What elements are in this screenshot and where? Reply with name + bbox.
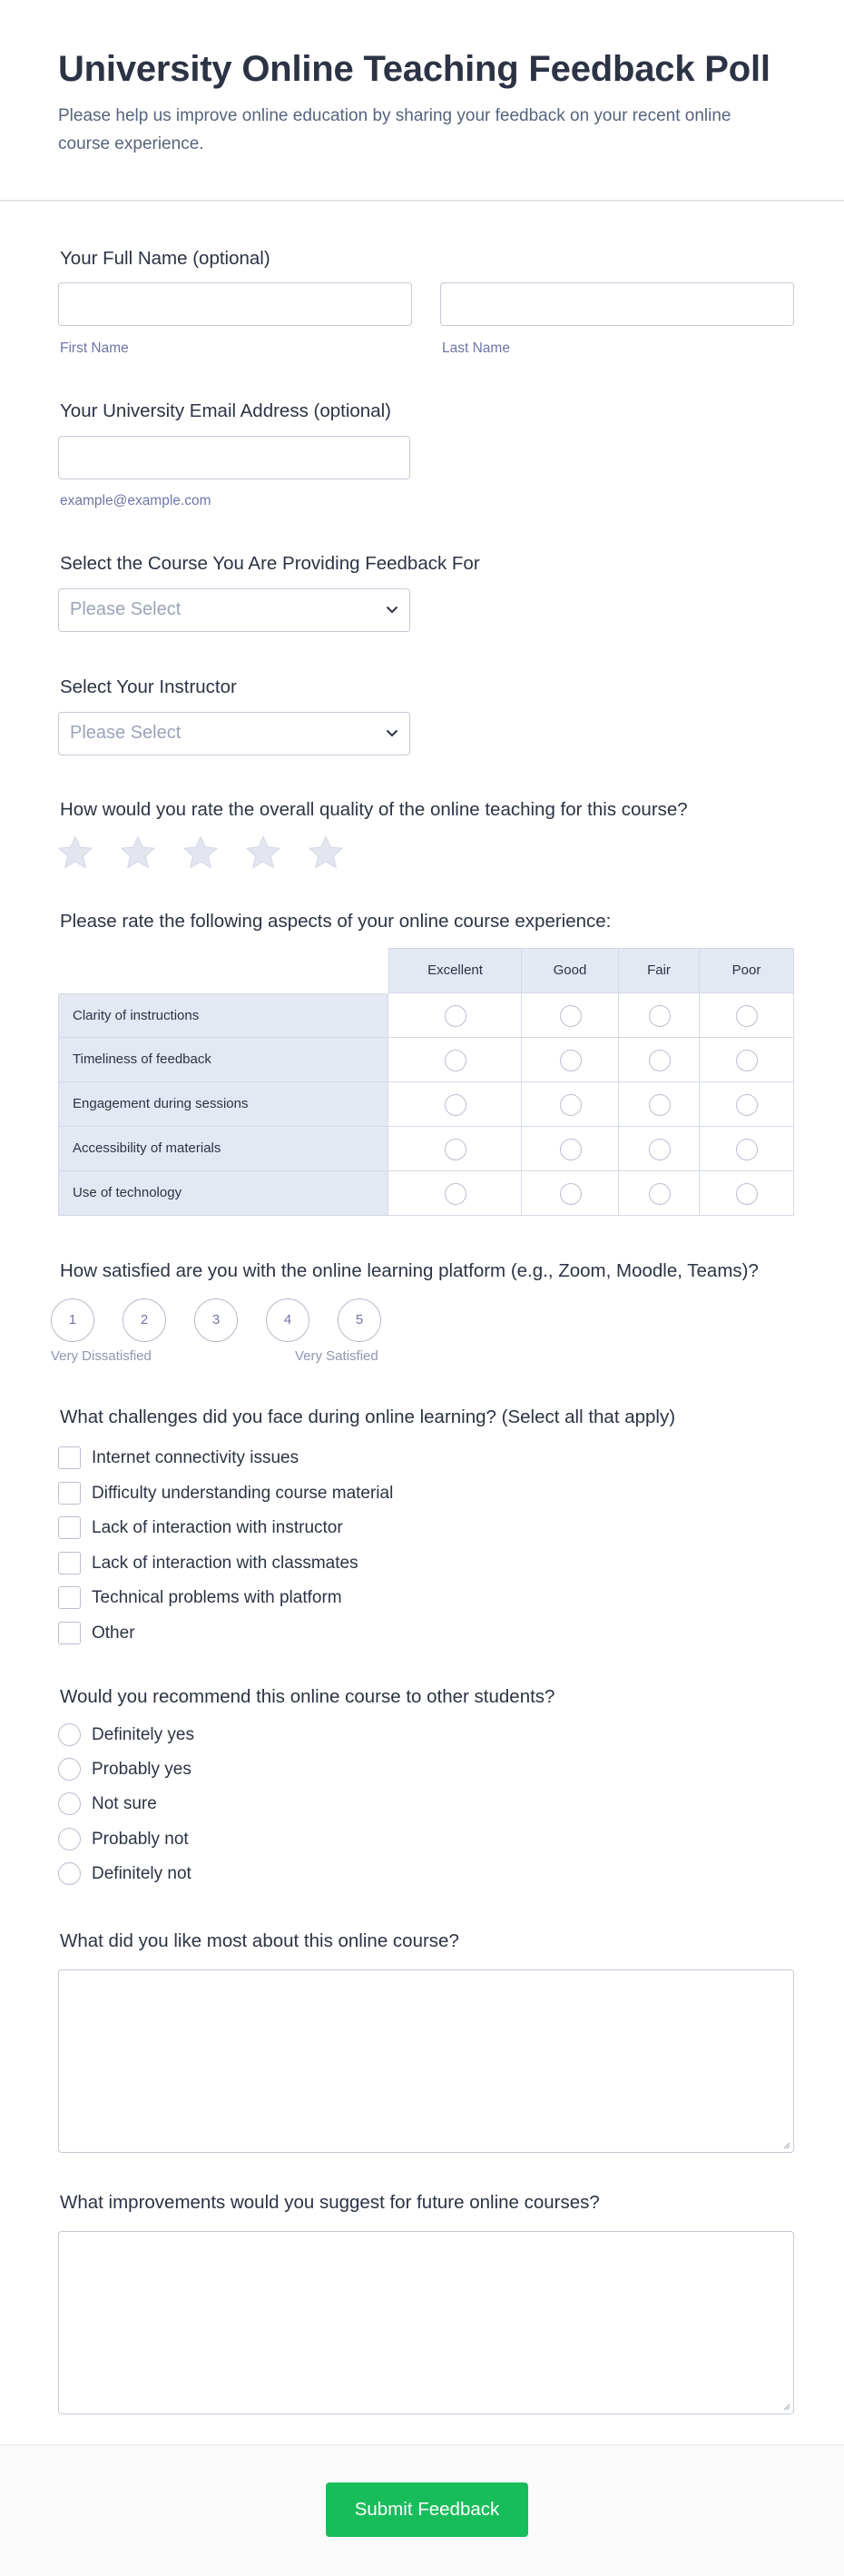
resize-grip-icon[interactable] <box>781 2402 790 2411</box>
matrix-cell <box>619 993 700 1038</box>
instructor-select-label: Select Your Instructor <box>60 676 237 697</box>
matrix-radio[interactable] <box>649 1094 671 1116</box>
first-name-input[interactable] <box>58 282 412 326</box>
last-name-input[interactable] <box>440 282 794 326</box>
matrix-cell <box>388 1171 522 1216</box>
matrix-row <box>58 1171 794 1216</box>
matrix-row-label: Timeliness of feedback <box>58 1038 388 1082</box>
challenge-option[interactable] <box>58 1585 512 1609</box>
star-icon[interactable] <box>244 834 282 872</box>
challenge-option[interactable] <box>58 1621 512 1644</box>
radio-button[interactable] <box>58 1723 81 1746</box>
matrix-radio[interactable] <box>649 1005 671 1027</box>
course-select[interactable] <box>58 588 410 632</box>
challenge-option[interactable] <box>58 1515 512 1539</box>
scale-option-1[interactable]: 1 <box>51 1298 94 1342</box>
radio-button[interactable] <box>58 1828 81 1851</box>
challenge-option-label: Technical problems with platform <box>92 1588 342 1607</box>
matrix-cell <box>700 1038 794 1082</box>
matrix-cell <box>700 1127 794 1171</box>
matrix-radio[interactable] <box>649 1139 671 1160</box>
email-label: Your University Email Address (optional) <box>60 400 391 421</box>
challenge-option[interactable] <box>58 1551 512 1574</box>
matrix-radio[interactable] <box>445 1183 466 1205</box>
full-name-label: Your Full Name (optional) <box>60 248 270 269</box>
recommend-option-label: Not sure <box>92 1794 157 1814</box>
last-name-sublabel: Last Name <box>442 341 510 356</box>
matrix-radio[interactable] <box>445 1139 466 1160</box>
rating-matrix <box>58 948 794 1220</box>
matrix-cell <box>619 1082 700 1127</box>
scale-option-5[interactable]: 5 <box>338 1298 381 1342</box>
challenge-option[interactable] <box>58 1446 512 1469</box>
challenge-option[interactable] <box>58 1481 512 1505</box>
matrix-cell <box>388 1038 522 1082</box>
matrix-radio[interactable] <box>736 1005 758 1027</box>
matrix-radio[interactable] <box>560 1094 582 1116</box>
matrix-column-header: Poor <box>700 948 794 993</box>
matrix-radio[interactable] <box>736 1139 758 1160</box>
matrix-row <box>58 1038 794 1082</box>
challenge-option-label: Lack of interaction with instructor <box>92 1518 343 1537</box>
recommend-option[interactable] <box>58 1757 330 1781</box>
recommend-option-label: Definitely yes <box>92 1725 194 1744</box>
satisfaction-scale <box>51 1298 396 1342</box>
matrix-row-label: Use of technology <box>58 1171 388 1216</box>
matrix-row <box>58 993 794 1038</box>
challenge-option-label: Other <box>92 1623 135 1643</box>
matrix-cell <box>388 993 522 1038</box>
matrix-radio[interactable] <box>736 1183 758 1205</box>
matrix-cell <box>619 1038 700 1082</box>
matrix-row-label: Engagement during sessions <box>58 1082 388 1127</box>
scale-option-2[interactable]: 2 <box>123 1298 166 1342</box>
radio-button[interactable] <box>58 1862 81 1885</box>
form-description: Please help us improve online education by sharing your feedback on your recent online course experience. <box>58 106 731 153</box>
matrix-radio[interactable] <box>560 1139 582 1160</box>
matrix-row <box>58 1082 794 1127</box>
checkbox[interactable] <box>58 1552 81 1574</box>
recommend-option[interactable] <box>58 1861 330 1885</box>
matrix-column-header: Excellent <box>388 948 522 993</box>
recommend-option-label: Probably not <box>92 1829 189 1849</box>
submit-feedback-button[interactable]: Submit Feedback <box>326 2482 528 2537</box>
matrix-radio[interactable] <box>560 1183 582 1205</box>
radio-button[interactable] <box>58 1758 81 1781</box>
chevron-down-icon <box>386 606 398 614</box>
checkbox[interactable] <box>58 1446 81 1469</box>
scale-option-3[interactable]: 3 <box>194 1298 238 1342</box>
recommend-label: Would you recommend this online course to other students? <box>60 1686 555 1707</box>
instructor-select[interactable] <box>58 712 410 755</box>
matrix-cell <box>522 1082 619 1127</box>
resize-grip-icon[interactable] <box>781 2140 790 2149</box>
matrix-cell <box>522 993 619 1038</box>
recommend-option[interactable] <box>58 1722 330 1746</box>
matrix-row-label: Accessibility of materials <box>58 1127 388 1171</box>
checkbox[interactable] <box>58 1516 81 1539</box>
matrix-row-label: Clarity of instructions <box>58 993 388 1038</box>
matrix-radio[interactable] <box>649 1183 671 1205</box>
matrix-cell <box>522 1171 619 1216</box>
recommend-option-label: Probably yes <box>92 1760 191 1780</box>
recommend-option[interactable] <box>58 1791 330 1815</box>
matrix-cell <box>700 993 794 1038</box>
matrix-cell <box>619 1171 700 1216</box>
matrix-label: Please rate the following aspects of your online course experience: <box>60 911 612 932</box>
scale-min-label: Very Dissatisfied <box>51 1348 152 1364</box>
star-icon[interactable] <box>119 834 157 872</box>
matrix-radio[interactable] <box>736 1094 758 1116</box>
matrix-radio[interactable] <box>649 1050 671 1071</box>
matrix-cell <box>700 1171 794 1216</box>
matrix-radio[interactable] <box>736 1050 758 1071</box>
checkbox[interactable] <box>58 1622 81 1644</box>
matrix-radio[interactable] <box>445 1050 466 1071</box>
star-icon[interactable] <box>307 834 345 872</box>
star-icon[interactable] <box>56 834 94 872</box>
challenge-option-label: Lack of interaction with classmates <box>92 1553 358 1573</box>
email-input[interactable] <box>58 436 410 479</box>
form-footer <box>0 2444 844 2576</box>
matrix-column-header: Good <box>522 948 619 993</box>
checkbox[interactable] <box>58 1482 81 1505</box>
matrix-cell <box>522 1038 619 1082</box>
challenge-option-label: Difficulty understanding course material <box>92 1483 394 1503</box>
matrix-cell <box>619 1127 700 1171</box>
matrix-cell <box>388 1127 522 1171</box>
matrix-radio[interactable] <box>445 1005 466 1027</box>
instructor-select-placeholder: Please Select <box>70 723 182 743</box>
matrix-radio[interactable] <box>560 1005 582 1027</box>
form-header <box>0 0 844 202</box>
course-select-placeholder: Please Select <box>70 599 182 619</box>
improvements-label: What improvements would you suggest for future online courses? <box>60 2192 600 2213</box>
form-title: University Online Teaching Feedback Poll <box>58 49 770 89</box>
recommend-option[interactable] <box>58 1827 330 1851</box>
matrix-cell <box>522 1127 619 1171</box>
liked-most-textarea[interactable] <box>58 1969 794 2153</box>
recommend-option-label: Definitely not <box>92 1863 191 1883</box>
challenge-option-label: Internet connectivity issues <box>92 1448 299 1467</box>
improvements-textarea[interactable] <box>58 2231 794 2414</box>
matrix-cell <box>388 1082 522 1127</box>
matrix-radio[interactable] <box>445 1094 466 1116</box>
liked-most-label: What did you like most about this online course? <box>60 1930 459 1951</box>
email-sublabel: example@example.com <box>60 493 211 508</box>
checkbox[interactable] <box>58 1586 81 1609</box>
scale-label: How satisfied are you with the online learning platform (e.g., Zoom, Moodle, Teams)? <box>60 1260 759 1281</box>
chevron-down-icon <box>386 729 398 737</box>
scale-option-4[interactable]: 4 <box>266 1298 309 1342</box>
matrix-cell <box>700 1082 794 1127</box>
star-rating-label: How would you rate the overall quality of the online teaching for this course? <box>60 799 688 820</box>
radio-button[interactable] <box>58 1792 81 1815</box>
first-name-sublabel: First Name <box>60 341 129 356</box>
course-select-label: Select the Course You Are Providing Feedback For <box>60 553 480 574</box>
form-body <box>0 202 844 2520</box>
challenges-label: What challenges did you face during online learning? (Select all that apply) <box>60 1406 676 1427</box>
star-icon[interactable] <box>182 834 220 872</box>
scale-max-label: Very Satisfied <box>295 1348 378 1364</box>
matrix-column-header: Fair <box>619 948 700 993</box>
matrix-radio[interactable] <box>560 1050 582 1071</box>
matrix-row <box>58 1127 794 1171</box>
